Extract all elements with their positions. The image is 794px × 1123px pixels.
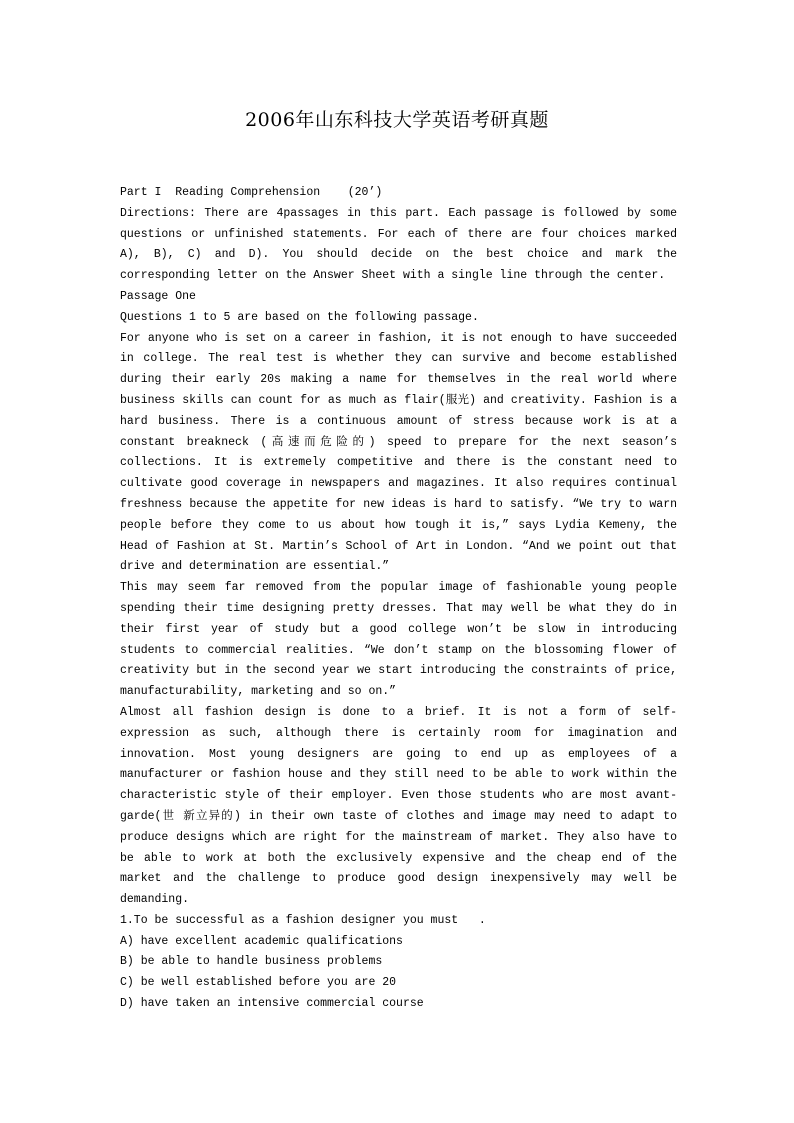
answer-option: A) have excellent academic qualifications bbox=[120, 934, 403, 948]
passage-label: Passage One bbox=[120, 289, 196, 303]
part-heading: Part I Reading Comprehension (20’) bbox=[120, 186, 383, 199]
page-title: 2006年山东科技大学英语考研真题 bbox=[245, 109, 549, 131]
answer-option: C) be well established before you are 20 bbox=[120, 976, 397, 990]
passage-paragraph: Almost all fashion design is done to a brief. It is not a form of self-expression as such, although there is certainly room for imagination and innovation. Most young designers are going to end up as employees of a manufacturer or fashion house and they still need to be able to work within the characteristic style of their employer. Even those students who are most avant-garde(世 新立异的) in their own taste of clothes and image may need to adapt to produce designs which are right for the mainstream of market. They also have to be able to work at both the exclusively expensive and the cheap end of the market and the challenge to produce good design inexpensively may well be demanding. bbox=[120, 705, 677, 907]
answer-option: B) be able to handle business problems bbox=[120, 955, 383, 969]
directions-paragraph: Directions: There are 4passages in this part. Each passage is followed by some questions or unfinished statements. For each of there are four choices marked A), B), C) and D). You should decide on the best choice and mark the corresponding letter on the Answer Sheet with a single line through the center. bbox=[120, 206, 677, 283]
question-stem: 1.To be successful as a fashion designer you must . bbox=[120, 913, 486, 927]
document-body bbox=[120, 183, 677, 1015]
passage-intro: Questions 1 to 5 are based on the following passage. bbox=[120, 310, 479, 324]
answer-option: D) have taken an intensive commercial course bbox=[120, 997, 424, 1011]
passage-paragraph: For anyone who is set on a career in fashion, it is not enough to have succeeded in college. The real test is whether they can survive and become established during their early 20s making a name for themselves in the real world where business skills can count for as much as flair(服光) and creativity. Fashion is a hard business. There is a continuous amount of stress because work is at a constant breakneck (高速而危险的) speed to prepare for the next season’s collections. It is extremely competitive and there is the constant need to cultivate good coverage in newspapers and magazines. It also requires continual freshness because the appetite for new ideas is hard to satisfy. “We try to warn people before they come to us about how tough it is,” says Lydia Kemeny, the Head of Fashion at St. Martin’s School of Art in London. “And we point out that drive and determination are essential.” bbox=[120, 331, 677, 574]
passage-paragraph: This may seem far removed from the popular image of fashionable young people spending their time designing pretty dresses. That may well be what they do in their first year of study but a good college won’t be slow in introducing students to commercial realities. “We don’t stamp on the blossoming flower of creativity but in the second year we start introducing the constraints of price, manufacturability, marketing and so on.” bbox=[120, 581, 677, 699]
